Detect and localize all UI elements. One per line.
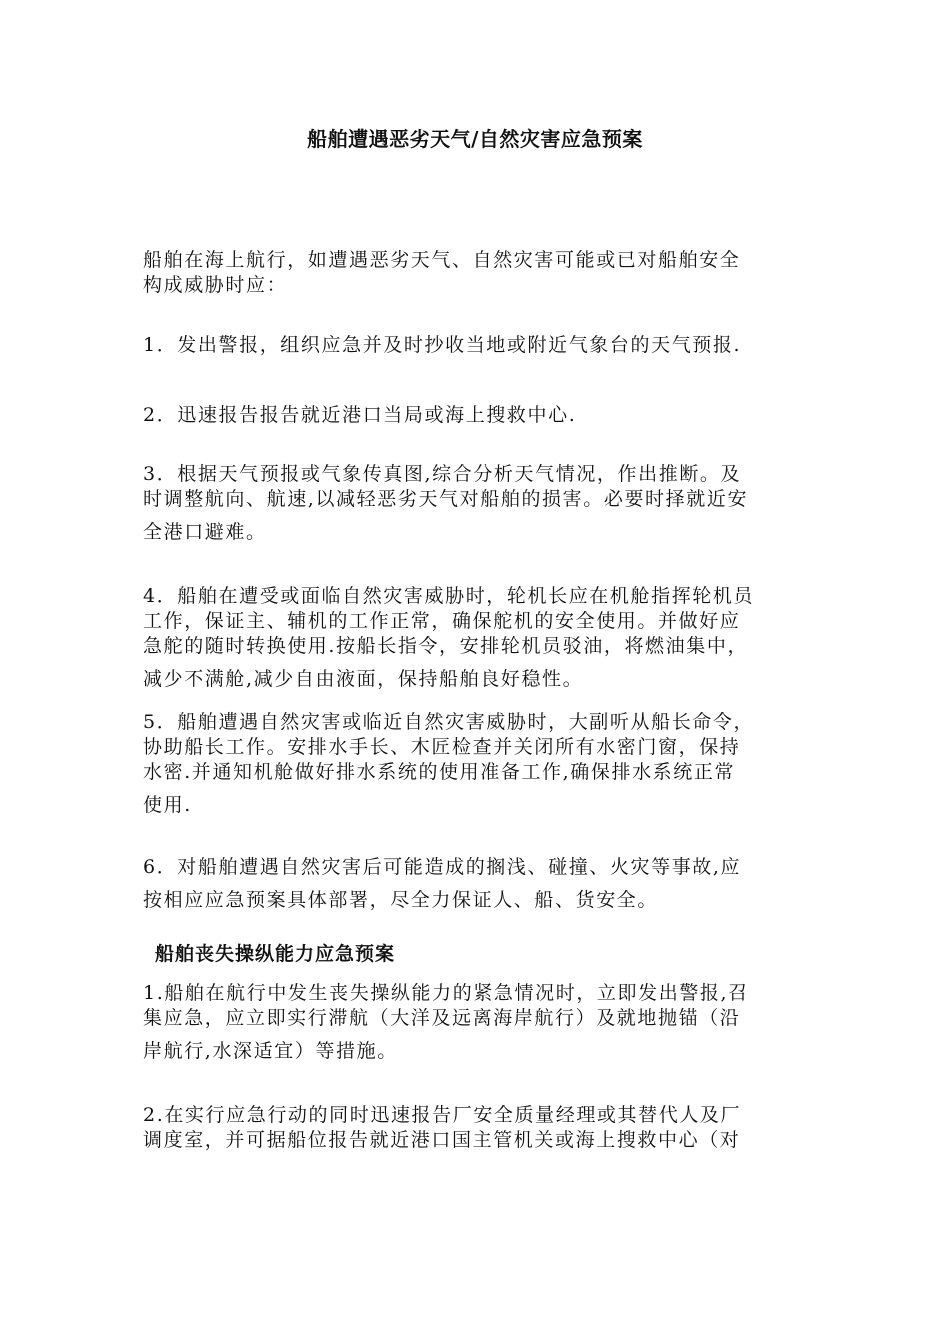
intro-line: 船舶在海上航行，如遭遇恶劣天气、自然灾害可能或已对船舶安全 — [143, 249, 741, 271]
item-line: 2．迅速报告报告就近港口当局或海上搜救中心. — [143, 404, 577, 426]
item-line: 减少不满舱,减少自由液面，保持船舶良好稳性。 — [143, 668, 584, 690]
item-line: 岸航行,水深适宜）等措施。 — [143, 1040, 398, 1062]
item-line: 时调整航向、航速,以减轻恶劣天气对船舶的损害。必要时择就近安 — [143, 488, 749, 510]
item-line: 工作，保证主、辅机的工作正常，确保舵机的安全使用。并做好应 — [143, 610, 741, 632]
intro-line: 构成威胁时应： — [143, 274, 288, 296]
control-item-1 — [143, 981, 808, 1064]
item-line: 急舵的随时转换使用.按船长指令，安排轮机员驳油，将燃油集中， — [143, 635, 749, 657]
item-line: 6．对船舶遭遇自然灾害后可能造成的搁浅、碰撞、火灾等事故,应 — [143, 856, 742, 878]
item-line: 4．船舶在遭受或面临自然灾害威胁时，轮机长应在机舱指挥轮机员 — [143, 585, 755, 607]
item-line: 集应急，应立即实行滞航（大洋及远离海岸航行）及就地抛锚（沿 — [143, 1007, 741, 1029]
item-line: 2.在实行应急行动的同时迅速报告厂安全质量经理或其替代人及厂 — [143, 1104, 742, 1126]
item-line: 5．船舶遭遇自然灾害或临近自然灾害威胁时，大副听从船长命令， — [143, 711, 755, 733]
weather-item-1 — [143, 333, 808, 358]
item-line: 全港口避难。 — [143, 521, 267, 543]
item-line: 按相应应急预案具体部署，尽全力保证人、船、货安全。 — [143, 889, 659, 911]
weather-item-6 — [143, 855, 808, 913]
item-line: 使用. — [143, 794, 192, 816]
weather-item-2 — [143, 403, 808, 428]
weather-item-4 — [143, 584, 808, 692]
document-title: 船舶遭遇恶劣天气/自然灾害应急预案 — [307, 127, 643, 151]
weather-item-5 — [143, 710, 808, 818]
item-line: 1．发出警报，组织应急并及时抄收当地或附近气象台的天气预报. — [143, 334, 742, 356]
item-line: 1.船舶在航行中发生丧失操纵能力的紧急情况时，立即发出警报,召 — [143, 982, 749, 1004]
item-line: 水密.并通知机舱做好排水系统的使用准备工作,确保排水系统正常 — [143, 761, 736, 783]
item-line: 3．根据天气预报或气象传真图,综合分析天气情况，作出推断。及 — [143, 463, 742, 485]
intro-paragraph — [143, 248, 808, 298]
section-heading: 船舶丧失操纵能力应急预案 — [155, 943, 396, 965]
item-line: 调度室，并可据船位报告就近港口国主管机关或海上搜救中心（对 — [143, 1129, 741, 1151]
item-line: 协助船长工作。安排水手长、木匠检查并关闭所有水密门窗，保持 — [143, 736, 741, 758]
weather-item-3 — [143, 462, 808, 545]
control-item-2 — [143, 1103, 808, 1153]
